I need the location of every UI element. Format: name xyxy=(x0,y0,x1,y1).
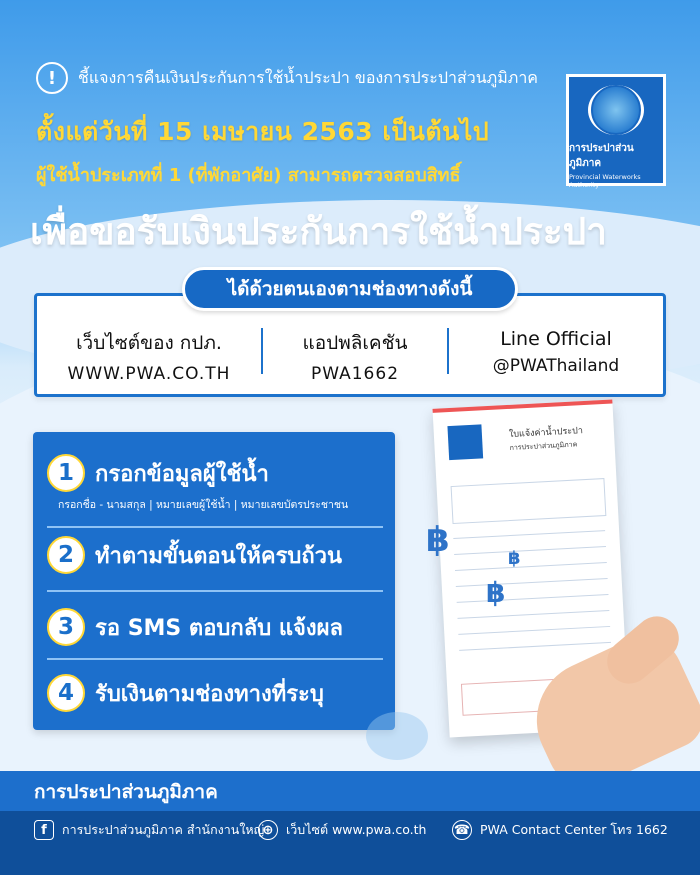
bill-line xyxy=(456,578,608,587)
footer-website[interactable] xyxy=(258,820,426,840)
channel-line[interactable] xyxy=(449,328,663,376)
channel-value: WWW.PWA.CO.TH xyxy=(67,364,231,384)
eligibility-line: ผู้ใช้น้ำประเภทที่ 1 (ที่พักอาศัย) สามารถตรวจสอบสิทธิ์ xyxy=(36,165,461,186)
bill-line xyxy=(459,642,611,651)
logo-name-th: การประปาส่วนภูมิภาค xyxy=(569,143,634,169)
baht-icon: ฿ xyxy=(426,520,450,560)
bill-table xyxy=(451,478,607,524)
bill-org: การประปาส่วนภูมิภาค xyxy=(509,440,578,452)
channel-website[interactable] xyxy=(37,328,261,384)
channel-label: เว็บไซต์ของ กปภ. xyxy=(76,332,222,354)
pwa-logo xyxy=(566,74,666,189)
website-label: เว็บไซต์ www.pwa.co.th xyxy=(286,822,427,837)
bill-line xyxy=(458,626,610,635)
bill-title: ใบแจ้งค่าน้ำประปา xyxy=(508,426,584,440)
channel-value: @PWAThailand xyxy=(492,356,620,376)
step-number: 2 xyxy=(47,536,85,574)
bill-line xyxy=(454,546,606,555)
date-line: ตั้งแต่วันที่ 15 เมษายน 2563 เป็นต้นไป xyxy=(36,117,490,146)
step-3 xyxy=(47,608,343,646)
bill-line xyxy=(455,562,607,571)
bill-logo-icon xyxy=(447,424,483,460)
step-2 xyxy=(47,536,342,574)
globe-icon: ⊕ xyxy=(258,820,278,840)
bill-line xyxy=(457,594,609,603)
step-number: 4 xyxy=(47,674,85,712)
channel-label: แอปพลิเคชัน xyxy=(302,332,408,354)
footer-contact[interactable] xyxy=(452,820,668,840)
water-droplet xyxy=(366,712,428,760)
notice-row xyxy=(36,62,538,94)
headline: เพื่อขอรับเงินประกันการใช้น้ำประปา xyxy=(30,210,607,253)
divider xyxy=(47,590,383,592)
facebook-icon: f xyxy=(34,820,54,840)
channels-title: ได้ด้วยตนเองตามช่องทางดังนี้ xyxy=(182,267,518,311)
baht-icon: ฿ xyxy=(508,548,521,569)
bill-line xyxy=(457,610,609,619)
divider xyxy=(47,526,383,528)
facebook-label: การประปาส่วนภูมิภาค สำนักงานใหญ่ xyxy=(62,822,265,837)
exclamation-icon: ! xyxy=(36,62,68,94)
step-4 xyxy=(47,674,324,712)
channel-value: PWA1662 xyxy=(310,364,400,384)
steps-panel xyxy=(33,432,395,730)
divider xyxy=(47,658,383,660)
pwa-seal-icon xyxy=(588,85,644,135)
channel-app[interactable] xyxy=(263,328,447,384)
step-number: 3 xyxy=(47,608,85,646)
step-1-subtext: กรอกชื่อ - นามสกุล | หมายเลขผู้ใช้น้ำ | หมายเลขบัตรประชาชน xyxy=(58,499,349,511)
step-label: กรอกข้อมูลผู้ใช้น้ำ xyxy=(95,461,269,487)
footer-facebook[interactable] xyxy=(34,820,264,840)
channel-label: Line Official xyxy=(500,328,612,350)
baht-icon: ฿ xyxy=(486,576,506,609)
contact-label: PWA Contact Center โทร 1662 xyxy=(480,822,668,837)
bill-line xyxy=(453,530,605,539)
phone-icon: ☎ xyxy=(452,820,472,840)
footer-org-name: การประปาส่วนภูมิภาค xyxy=(34,781,218,803)
notice-text: ชี้แจงการคืนเงินประกันการใช้น้ำประปา ของการประปาส่วนภูมิภาค xyxy=(78,67,539,87)
step-label: ทำตามขั้นตอนให้ครบถ้วน xyxy=(95,543,343,569)
step-1 xyxy=(47,454,269,492)
step-label: รับเงินตามช่องทางที่ระบุ xyxy=(95,681,324,707)
logo-name-en: Provincial Waterworks Authority xyxy=(569,173,641,189)
step-label: รอ SMS ตอบกลับ แจ้งผล xyxy=(95,615,344,641)
step-number: 1 xyxy=(47,454,85,492)
